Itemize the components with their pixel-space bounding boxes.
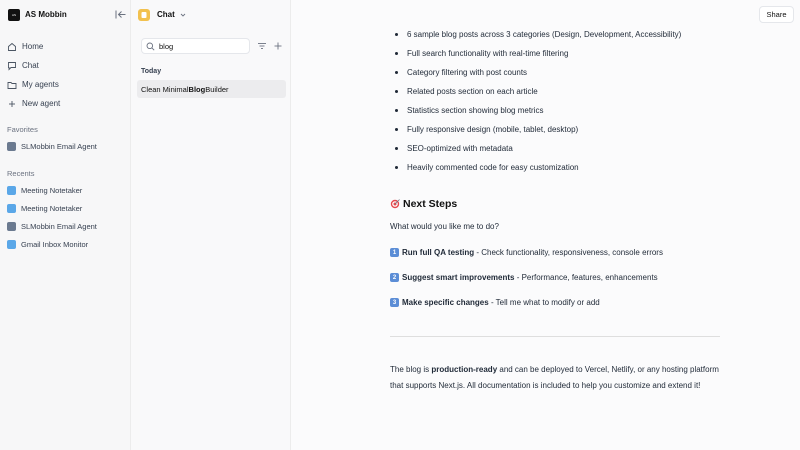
agent-avatar-icon bbox=[7, 142, 16, 151]
agent-label: Gmail Inbox Monitor bbox=[21, 239, 89, 249]
sidebar-item-new-agent[interactable] bbox=[0, 94, 130, 113]
favorites-label: Favorites bbox=[7, 124, 38, 134]
list-item: Full search functionality with real-time filtering bbox=[390, 47, 730, 66]
chat-item-text: Builder bbox=[205, 84, 229, 94]
recent-item[interactable] bbox=[0, 181, 130, 199]
agent-label: SLMobbin Email Agent bbox=[21, 221, 97, 231]
recent-item[interactable] bbox=[0, 235, 130, 253]
agent-label: Meeting Notetaker bbox=[21, 203, 83, 213]
new-chat-plus-icon[interactable] bbox=[273, 41, 283, 51]
step-item bbox=[390, 298, 600, 307]
share-button[interactable]: Share bbox=[759, 6, 794, 23]
brand-name: AS Mobbin bbox=[25, 10, 67, 19]
folder-icon bbox=[7, 80, 17, 90]
step-title: Suggest smart improvements bbox=[402, 273, 515, 282]
step-desc: - Tell me what to modify or add bbox=[488, 298, 600, 307]
agent-avatar-icon bbox=[7, 222, 16, 231]
home-icon bbox=[7, 42, 17, 52]
recents-label: Recents bbox=[7, 168, 35, 178]
closing-text: The blog is bbox=[390, 365, 432, 374]
favorite-item[interactable] bbox=[0, 137, 130, 155]
list-item: Related posts section on each article bbox=[390, 85, 730, 104]
step-item bbox=[390, 273, 658, 282]
brand-logo: AS bbox=[8, 9, 20, 21]
search-input[interactable] bbox=[159, 42, 239, 51]
chat-bubble-icon bbox=[138, 9, 150, 21]
chat-list-item[interactable] bbox=[137, 80, 286, 98]
agent-avatar-icon bbox=[7, 240, 16, 249]
sidebar bbox=[0, 0, 131, 450]
chat-title: Chat bbox=[157, 10, 175, 19]
agent-avatar-icon bbox=[7, 186, 16, 195]
chat-item-highlight: Blog bbox=[188, 84, 206, 94]
recent-item[interactable] bbox=[0, 217, 130, 235]
plus-icon bbox=[7, 99, 17, 109]
divider bbox=[390, 336, 720, 337]
recent-item[interactable] bbox=[0, 199, 130, 217]
step-desc: - Performance, features, enhancements bbox=[514, 273, 658, 282]
step-title: Make specific changes bbox=[402, 298, 489, 307]
step-item bbox=[390, 248, 663, 257]
keycap-icon: 2 bbox=[390, 273, 399, 282]
list-item: SEO-optimized with metadata bbox=[390, 142, 730, 161]
keycap-icon: 3 bbox=[390, 298, 399, 307]
sidebar-item-label: Chat bbox=[22, 61, 39, 70]
sidebar-nav bbox=[0, 37, 130, 113]
sidebar-item-my-agents[interactable] bbox=[0, 75, 130, 94]
brand[interactable] bbox=[0, 0, 130, 29]
sidebar-item-label: Home bbox=[22, 42, 44, 51]
list-item: Statistics section showing blog metrics bbox=[390, 104, 730, 123]
sidebar-item-home[interactable] bbox=[0, 37, 130, 56]
sidebar-item-chat[interactable] bbox=[0, 56, 130, 75]
list-item: Category filtering with post counts bbox=[390, 66, 730, 85]
agent-avatar-icon bbox=[7, 204, 16, 213]
list-item: 6 sample blog posts across 3 categories (Design, Development, Accessibility) bbox=[390, 28, 730, 47]
step-title: Run full QA testing bbox=[402, 248, 475, 257]
closing-paragraph bbox=[390, 362, 720, 393]
question-text: What would you like me to do? bbox=[390, 222, 499, 231]
step-desc: - Check functionality, responsiveness, console errors bbox=[474, 248, 663, 257]
list-item: Heavily commented code for easy customization bbox=[390, 161, 730, 180]
chat-item-text: Clean Minimal bbox=[141, 84, 189, 94]
feature-list bbox=[390, 28, 730, 180]
chat-group-label: Today bbox=[141, 68, 162, 75]
closing-text: and can be deployed to Vercel, Netlify, or any hosting platform that supports Next.js. All documentation is included to help you customize and extend it! bbox=[390, 365, 719, 390]
search-icon bbox=[146, 42, 155, 51]
agent-label: SLMobbin Email Agent bbox=[21, 141, 97, 151]
keycap-icon: 1 bbox=[390, 248, 399, 257]
agent-label: Meeting Notetaker bbox=[21, 185, 83, 195]
collapse-sidebar-icon[interactable] bbox=[115, 10, 126, 19]
filter-icon[interactable] bbox=[257, 41, 267, 51]
list-item: Fully responsive design (mobile, tablet, desktop) bbox=[390, 123, 730, 142]
closing-bold: production-ready bbox=[431, 365, 498, 374]
message-content bbox=[390, 28, 730, 180]
chat-dropdown[interactable] bbox=[138, 7, 187, 22]
sidebar-item-label: My agents bbox=[22, 80, 59, 89]
sidebar-item-label: New agent bbox=[22, 99, 61, 108]
chevron-down-icon bbox=[179, 11, 187, 19]
heading-text: Next Steps bbox=[403, 198, 458, 210]
chat-icon bbox=[7, 61, 17, 71]
target-icon bbox=[390, 199, 400, 209]
chat-search[interactable] bbox=[141, 38, 250, 54]
next-steps-heading bbox=[390, 198, 457, 210]
